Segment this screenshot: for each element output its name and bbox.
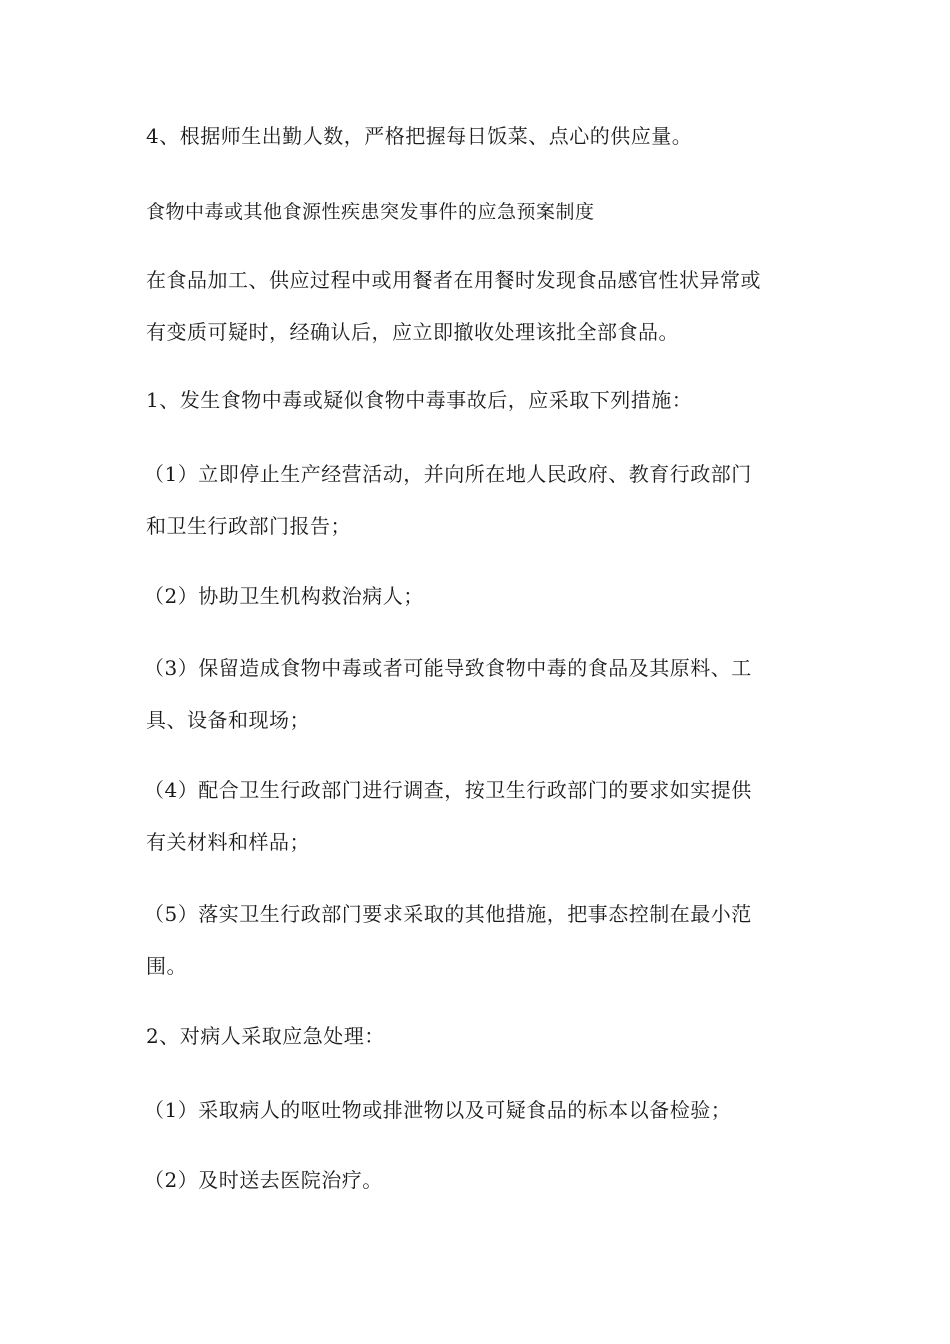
item-1-2: （2）协助卫生机构救治病人； (144, 584, 424, 608)
paragraph-intro-line-2: 有变质可疑时，经确认后，应立即撤收处理该批全部食品。 (146, 320, 679, 344)
item-1-1-line-2: 和卫生行政部门报告； (146, 514, 351, 538)
paragraph-intro-line-1: 在食品加工、供应过程中或用餐者在用餐时发现食品感官性状异常或 (146, 268, 761, 292)
item-1-4-line-2: 有关材料和样品； (146, 830, 310, 854)
section-heading-emergency-plan: 食物中毒或其他食源性疾患突发事件的应急预案制度 (146, 201, 595, 223)
item-2-heading: 2、对病人采取应急处理： (146, 1024, 385, 1048)
item-1-4-line-1: （4）配合卫生行政部门进行调查，按卫生行政部门的要求如实提供 (144, 778, 752, 802)
item-1-heading: 1、发生食物中毒或疑似食物中毒事故后，应采取下列措施： (146, 388, 693, 412)
paragraph-supply-quantity: 4、根据师生出勤人数，严格把握每日饭菜、点心的供应量。 (146, 124, 693, 148)
item-1-1-line-1: （1）立即停止生产经营活动，并向所在地人民政府、教育行政部门 (144, 462, 752, 486)
item-2-2: （2）及时送去医院治疗。 (144, 1168, 383, 1192)
item-1-3-line-1: （3）保留造成食物中毒或者可能导致食物中毒的食品及其原料、工 (144, 656, 752, 680)
item-1-5-line-1: （5）落实卫生行政部门要求采取的其他措施，把事态控制在最小范 (144, 902, 752, 926)
item-1-3-line-2: 具、设备和现场； (146, 708, 310, 732)
item-2-1: （1）采取病人的呕吐物或排泄物以及可疑食品的标本以备检验； (144, 1098, 732, 1122)
item-1-5-line-2: 围。 (146, 954, 187, 978)
